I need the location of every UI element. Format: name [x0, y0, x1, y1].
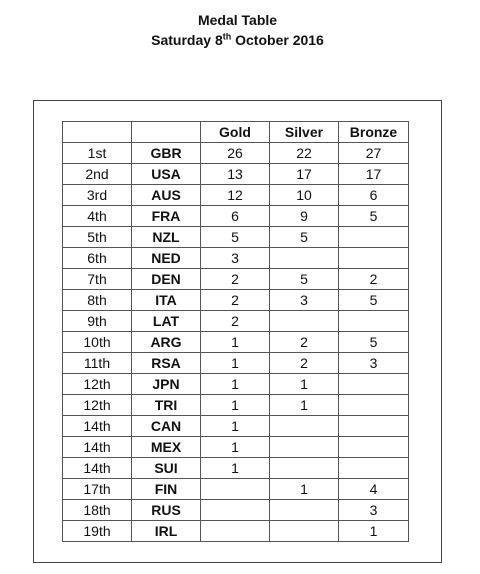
table-row — [63, 269, 409, 290]
silver-cell: 1 — [270, 374, 339, 395]
medal-table — [62, 121, 409, 542]
bronze-cell — [339, 248, 409, 269]
rank-cell: 14th — [63, 437, 132, 458]
title-date-prefix: Saturday 8 — [151, 32, 223, 48]
table-row — [63, 227, 409, 248]
bronze-cell: 5 — [339, 206, 409, 227]
country-cell: NZL — [132, 227, 201, 248]
gold-cell: 1 — [201, 458, 270, 479]
header-silver: Silver — [270, 122, 339, 143]
table-row — [63, 500, 409, 521]
gold-cell — [201, 521, 270, 542]
country-cell: AUS — [132, 185, 201, 206]
bronze-cell: 3 — [339, 353, 409, 374]
rank-cell: 2nd — [63, 164, 132, 185]
silver-cell: 2 — [270, 353, 339, 374]
table-row — [63, 185, 409, 206]
rank-cell: 7th — [63, 269, 132, 290]
rank-cell: 8th — [63, 290, 132, 311]
table-row — [63, 290, 409, 311]
gold-cell: 1 — [201, 437, 270, 458]
country-cell: TRI — [132, 395, 201, 416]
rank-cell: 11th — [63, 353, 132, 374]
silver-cell — [270, 458, 339, 479]
gold-cell: 13 — [201, 164, 270, 185]
table-row — [63, 458, 409, 479]
country-cell: RUS — [132, 500, 201, 521]
title-line-1: Medal Table — [197, 12, 278, 28]
table-row — [63, 416, 409, 437]
gold-cell — [201, 479, 270, 500]
country-cell: SUI — [132, 458, 201, 479]
rank-cell: 1st — [63, 143, 132, 164]
silver-cell: 17 — [270, 164, 339, 185]
rank-cell: 14th — [63, 416, 132, 437]
gold-cell: 2 — [201, 269, 270, 290]
table-row — [63, 521, 409, 542]
silver-cell — [270, 248, 339, 269]
header-country — [132, 122, 201, 143]
bronze-cell: 4 — [339, 479, 409, 500]
table-row — [63, 374, 409, 395]
bronze-cell: 5 — [339, 290, 409, 311]
bronze-cell: 3 — [339, 500, 409, 521]
country-cell: JPN — [132, 374, 201, 395]
silver-cell — [270, 437, 339, 458]
country-cell: NED — [132, 248, 201, 269]
silver-cell: 3 — [270, 290, 339, 311]
bronze-cell — [339, 311, 409, 332]
table-body — [63, 143, 409, 542]
table-row — [63, 353, 409, 374]
country-cell: GBR — [132, 143, 201, 164]
silver-cell: 22 — [270, 143, 339, 164]
rank-cell: 18th — [63, 500, 132, 521]
bronze-cell — [339, 227, 409, 248]
bronze-cell — [339, 416, 409, 437]
bronze-cell — [339, 458, 409, 479]
country-cell: IRL — [132, 521, 201, 542]
rank-cell: 4th — [63, 206, 132, 227]
rank-cell: 19th — [63, 521, 132, 542]
rank-cell: 3rd — [63, 185, 132, 206]
gold-cell: 12 — [201, 185, 270, 206]
bronze-cell: 2 — [339, 269, 409, 290]
gold-cell: 2 — [201, 290, 270, 311]
country-cell: USA — [132, 164, 201, 185]
country-cell: ARG — [132, 332, 201, 353]
rank-cell: 17th — [63, 479, 132, 500]
page-title — [0, 10, 475, 50]
silver-cell — [270, 311, 339, 332]
rank-cell: 10th — [63, 332, 132, 353]
table-row — [63, 164, 409, 185]
silver-cell — [270, 521, 339, 542]
bronze-cell — [339, 437, 409, 458]
gold-cell: 1 — [201, 395, 270, 416]
gold-cell: 3 — [201, 248, 270, 269]
silver-cell: 9 — [270, 206, 339, 227]
table-header-row — [63, 122, 409, 143]
header-bronze: Bronze — [339, 122, 409, 143]
table-row — [63, 248, 409, 269]
rank-cell: 12th — [63, 374, 132, 395]
rank-cell: 12th — [63, 395, 132, 416]
table-row — [63, 206, 409, 227]
country-cell: MEX — [132, 437, 201, 458]
table-row — [63, 332, 409, 353]
country-cell: FIN — [132, 479, 201, 500]
country-cell: ITA — [132, 290, 201, 311]
rank-cell: 9th — [63, 311, 132, 332]
silver-cell — [270, 500, 339, 521]
bronze-cell: 27 — [339, 143, 409, 164]
title-date-rest: October 2016 — [231, 32, 324, 48]
gold-cell: 1 — [201, 353, 270, 374]
silver-cell: 2 — [270, 332, 339, 353]
silver-cell — [270, 416, 339, 437]
bronze-cell: 17 — [339, 164, 409, 185]
country-cell: DEN — [132, 269, 201, 290]
table-row — [63, 311, 409, 332]
table-row — [63, 437, 409, 458]
country-cell: RSA — [132, 353, 201, 374]
silver-cell: 1 — [270, 479, 339, 500]
table-row — [63, 395, 409, 416]
bronze-cell: 6 — [339, 185, 409, 206]
bronze-cell — [339, 374, 409, 395]
gold-cell: 1 — [201, 374, 270, 395]
country-cell: CAN — [132, 416, 201, 437]
silver-cell: 10 — [270, 185, 339, 206]
gold-cell: 1 — [201, 416, 270, 437]
rank-cell: 5th — [63, 227, 132, 248]
table-row — [63, 479, 409, 500]
header-rank — [63, 122, 132, 143]
bronze-cell — [339, 395, 409, 416]
bronze-cell: 1 — [339, 521, 409, 542]
gold-cell: 2 — [201, 311, 270, 332]
rank-cell: 14th — [63, 458, 132, 479]
title-line-2 — [0, 30, 475, 50]
silver-cell: 5 — [270, 269, 339, 290]
title-date-suffix: th — [222, 31, 232, 42]
country-cell: FRA — [132, 206, 201, 227]
silver-cell: 5 — [270, 227, 339, 248]
gold-cell — [201, 500, 270, 521]
table-row — [63, 143, 409, 164]
gold-cell: 5 — [201, 227, 270, 248]
bronze-cell: 5 — [339, 332, 409, 353]
gold-cell: 6 — [201, 206, 270, 227]
silver-cell: 1 — [270, 395, 339, 416]
gold-cell: 26 — [201, 143, 270, 164]
country-cell: LAT — [132, 311, 201, 332]
gold-cell: 1 — [201, 332, 270, 353]
rank-cell: 6th — [63, 248, 132, 269]
header-gold: Gold — [201, 122, 270, 143]
